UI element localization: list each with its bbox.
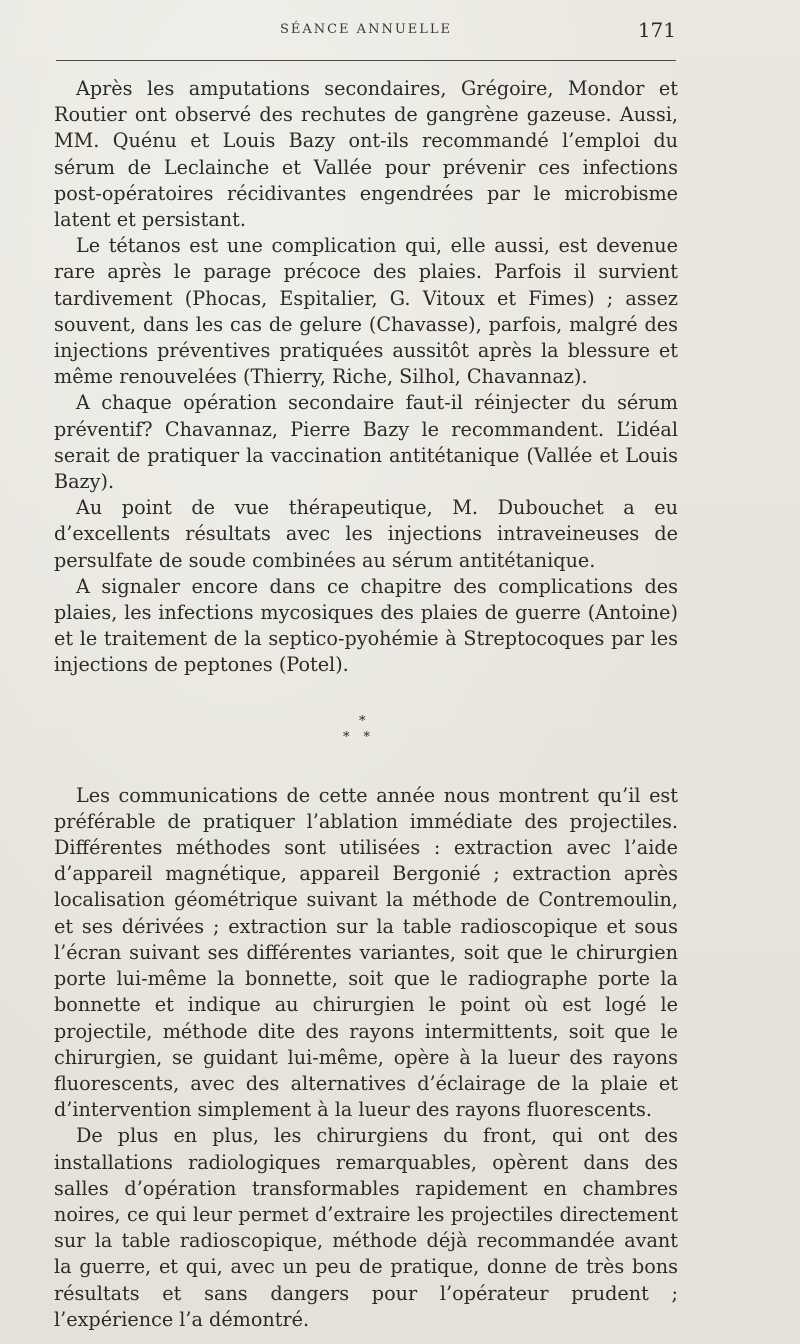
page-number: 171	[637, 18, 676, 42]
paragraph: De plus en plus, les chirurgiens du front, qui ont des installations radiologiques remarquables, opèrent dans des salles d’opération transformables rapidement en chambres noires, ce qui leur permet d’extraire les projectiles directement sur la table radioscopique, méthode déjà recommandée avant la guerre, et qui, avec un peu de pratique, donne de très bons résultats et sans dangers pour l’opérateur prudent ; l’expérience l’a démontré.	[54, 1124, 678, 1331]
section-separator	[54, 689, 678, 757]
header-rule	[56, 60, 676, 61]
running-head: SÉANCE ANNUELLE	[279, 22, 453, 37]
paragraph: Le tétanos est une complication qui, elle aussi, est devenue rare après le parage précoce des plaies. Parfois il survient tardivement (Phocas, Espitalier, G. Vitoux et Fimes) ; assez souvent, dans les cas de gelure (Chavasse), parfois, malgré des injections préventives pratiquées aussitôt après la blessure et même renouvelées (Thierry, Riche, Silhol, Chavannaz).	[54, 234, 678, 389]
body-text	[54, 76, 678, 1333]
paragraph: Au point de vue thérapeutique, M. Dubouchet a eu d’excellents résultats avec les injections intraveineuses de persulfate de soude combinées au sérum antitétanique.	[54, 496, 678, 572]
paragraph: Après les amputations secondaires, Grégoire, Mondor et Routier ont observé des rechutes de gangrène gazeuse. Aussi, MM. Quénu et Louis Bazy ont-ils recommandé l’emploi du sérum de Leclainche et Vallée pour prévenir ces infections post-opératoires récidivantes engendrées par le microbisme latent et persistant.	[54, 77, 678, 232]
separator-asterism-bottom: **	[343, 729, 384, 745]
paragraph: A chaque opération secondaire faut-il réinjecter du sérum préventif? Chavannaz, Pierre Bazy le recommandent. L’idéal serait de pratiquer la vaccination antitétanique (Vallée et Louis Bazy).	[54, 391, 678, 494]
paragraph: Les communications de cette année nous montrent qu’il est préférable de pratiquer l’ablation immédiate des projectiles. Différentes méthodes sont utilisées : extraction avec l’aide d’appareil magnétique, appareil Bergonié ; extraction après localisation géométrique suivant la méthode de Contremoulin, et ses dérivées ; extraction sur la table radioscopique et sous l’écran suivant ses différentes variantes, soit que le chirurgien porte lui-même la bonnette, soit que le radiographe porte la bonnette et indique au chirurgien le point où est logé le projectile, méthode dite des rayons intermittents, soit que le chirurgien, se guidant lui-même, opère à la lueur des rayons fluorescents, avec des alternatives d’éclairage de la plaie et d’intervention simplement à la lueur des rayons fluorescents.	[54, 783, 678, 1122]
page-header	[56, 18, 676, 46]
paragraph: A signaler encore dans ce chapitre des complications des plaies, les infections mycosiques des plaies de guerre (Antoine) et le traitement de la septico-pyohémie à Streptocoques par les injections de peptones (Potel).	[54, 574, 678, 677]
separator-asterism-top: *	[359, 713, 366, 729]
